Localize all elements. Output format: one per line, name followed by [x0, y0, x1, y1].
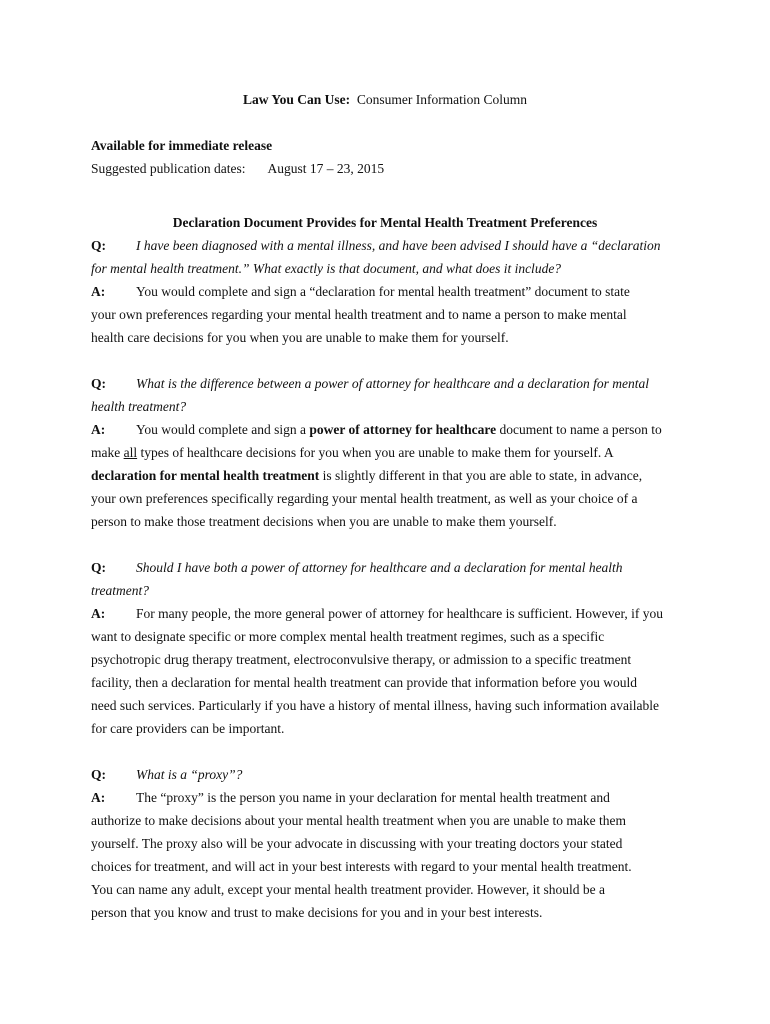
a-label: A: [91, 790, 106, 805]
answer-2-line: make all types of healthcare decisions for you when you are unable to make them for yourself. A [91, 445, 614, 460]
question-1-line: for mental health treatment.” What exactly is that document, and what does it include? [91, 261, 562, 276]
dates-value: August 17 – 23, 2015 [267, 161, 385, 176]
question-1: Q: I have been diagnosed with a mental illness, and have been advised I should have a “declaration [91, 238, 661, 253]
answer-4: A: The “proxy” is the person you name in your declaration for mental health treatment and [91, 790, 610, 805]
q-label: Q: [91, 560, 106, 575]
question-2-line: health treatment? [91, 399, 187, 414]
answer-3-line: need such services. Particularly if you have a history of mental illness, having such information available [91, 698, 659, 713]
a-label: A: [91, 606, 106, 621]
answer-4-line: You can name any adult, except your mental health treatment provider. However, it should be a [91, 882, 605, 897]
term-power-of-attorney: power of attorney for healthcare [309, 422, 497, 437]
answer-4-line: yourself. The proxy also will be your advocate in discussing with your treating doctors your stated [91, 836, 623, 851]
a-label: A: [91, 284, 106, 299]
column-heading-bold: Law You Can Use: [242, 92, 351, 107]
column-heading [0, 92, 770, 108]
answer-1: A: You would complete and sign a “declaration for mental health treatment” document to state [91, 284, 630, 299]
q-label: Q: [91, 376, 106, 391]
answer-1-line: health care decisions for you when you are unable to make them for yourself. [91, 330, 509, 345]
answer-1-line: your own preferences regarding your mental health treatment and to name a person to make mental [91, 307, 627, 322]
question-3-line: treatment? [91, 583, 149, 598]
answer-3-line: psychotropic drug therapy treatment, electroconvulsive therapy, or admission to a specific treatment [91, 652, 632, 667]
answer-4-line: choices for treatment, and will act in your best interests with regard to your mental health treatment. [91, 859, 632, 874]
release-notice: Available for immediate release [91, 138, 273, 153]
answer-2: A: You would complete and sign a power of attorney for healthcare document to name a person to [91, 422, 662, 437]
answer-4-line: authorize to make decisions about your mental health treatment when you are unable to make them [91, 813, 626, 828]
answer-3-line: for care providers can be important. [91, 721, 285, 736]
answer-2-line: your own preferences specifically regarding your mental health treatment, as well as your choice of a [91, 491, 638, 506]
question-3: Q: Should I have both a power of attorney for healthcare and a declaration for mental health [91, 560, 623, 575]
q-label: Q: [91, 238, 106, 253]
answer-3: A: For many people, the more general power of attorney for healthcare is sufficient. However, if you [91, 606, 664, 621]
term-declaration: declaration for mental health treatment [91, 468, 320, 483]
answer-3-line: facility, then a declaration for mental health treatment can provide that information before you would [91, 675, 638, 690]
answer-3-line: want to designate specific or more complex mental health treatment regimes, such as a specific [91, 629, 605, 644]
a-label: A: [91, 422, 106, 437]
publication-dates [91, 161, 384, 177]
question-2: Q: What is the difference between a power of attorney for healthcare and a declaration for mental [91, 376, 650, 391]
emphasis-all: all [123, 445, 138, 460]
answer-2-line: declaration for mental health treatment is slightly different in that you are able to state, in advance, [91, 468, 643, 483]
column-heading-rest: Consumer Information Column [356, 92, 528, 107]
answer-2-line: person to make those treatment decisions when you are unable to make them yourself. [91, 514, 557, 529]
dates-label: Suggested publication dates: [91, 161, 246, 176]
q-label: Q: [91, 767, 106, 782]
question-4: Q: What is a “proxy”? [91, 767, 243, 782]
article-title: Declaration Document Provides for Mental Health Treatment Preferences [172, 215, 598, 230]
answer-4-line: person that you know and trust to make decisions for you and in your best interests. [91, 905, 543, 920]
